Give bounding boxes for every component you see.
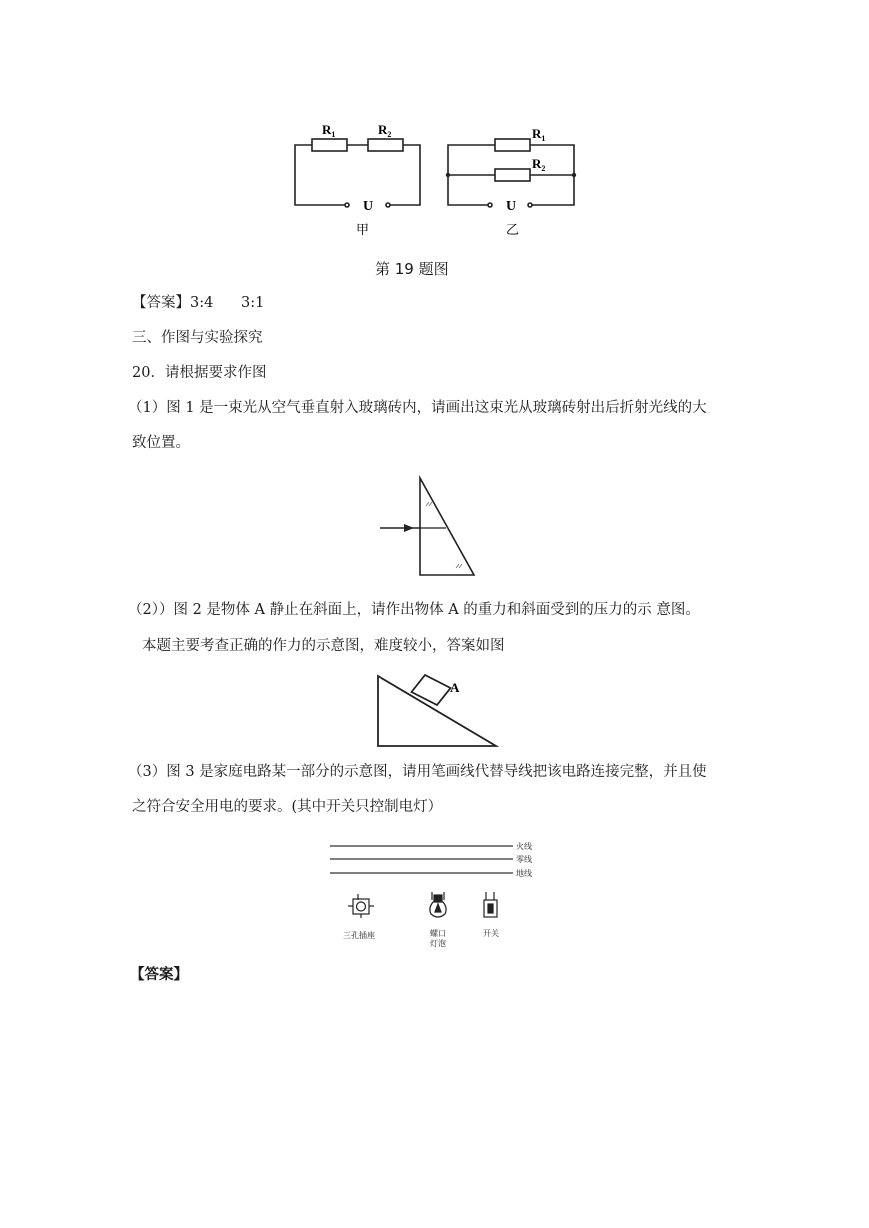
bulb-label-1: 螺口 bbox=[430, 929, 446, 938]
question-20-1-line1: （1）图 1 是一束光从空气垂直射入玻璃砖内，请画出这束光从玻璃砖射出后折射光线的大 bbox=[128, 400, 707, 416]
switch-icon bbox=[484, 892, 497, 917]
block-a-label: A bbox=[450, 680, 460, 695]
section-heading: 三、作图与实验探究 bbox=[132, 330, 263, 346]
question-20-2-line: （2））图 2 是物体 A 静止在斜面上，请作出物体 A 的重力和斜面受到的压力的示 意图。 bbox=[128, 602, 700, 618]
u-label-left: U bbox=[363, 199, 374, 214]
switch-label: 开关 bbox=[483, 929, 499, 938]
ground-wire-label: 地线 bbox=[516, 869, 532, 878]
answer-20: 【答案】 bbox=[130, 966, 188, 983]
answer-19: 【答案】3:4 3:1 bbox=[132, 295, 265, 311]
fig19-caption: 第 19 题图 bbox=[375, 260, 449, 278]
bulb-label-2: 灯泡 bbox=[430, 939, 446, 948]
fig19-circuits bbox=[280, 110, 600, 245]
question-20-1-line2: 致位置。 bbox=[132, 435, 190, 451]
u-label-right: U bbox=[506, 199, 517, 214]
fig2-incline-block bbox=[370, 668, 505, 753]
fig3-household-circuit bbox=[325, 832, 540, 952]
question-20-2-note: 本题主要考查正确的作力的示意图，难度较小，答案如图 bbox=[142, 638, 505, 654]
yi-label: 乙 bbox=[506, 222, 520, 237]
jia-label: 甲 bbox=[356, 222, 370, 237]
series-circuit bbox=[295, 139, 420, 207]
r1-label: $R_1$ bbox=[322, 122, 336, 139]
question-20-3-line1: （3）图 3 是家庭电路某一部分的示意图，请用笔画线代替导线把该电路连接完整，并且使 bbox=[128, 764, 707, 780]
screw-bulb-icon bbox=[430, 892, 446, 917]
fig1-glass-prism bbox=[370, 458, 490, 583]
r1-label-par: $R_1$ bbox=[532, 126, 546, 143]
r2-label: $R_2$ bbox=[378, 122, 392, 139]
parallel-circuit bbox=[448, 139, 574, 207]
three-pin-socket-icon bbox=[348, 894, 374, 918]
neutral-wire-label: 零线 bbox=[516, 855, 532, 864]
r2-label-par: $R_2$ bbox=[532, 156, 546, 173]
live-wire-label: 火线 bbox=[516, 842, 532, 851]
socket-label: 三孔插座 bbox=[343, 931, 375, 940]
question-20-3-line2: 之符合安全用电的要求。(其中开关只控制电灯） bbox=[132, 799, 443, 815]
question-20-title: 20．请根据要求作图 bbox=[132, 365, 267, 381]
